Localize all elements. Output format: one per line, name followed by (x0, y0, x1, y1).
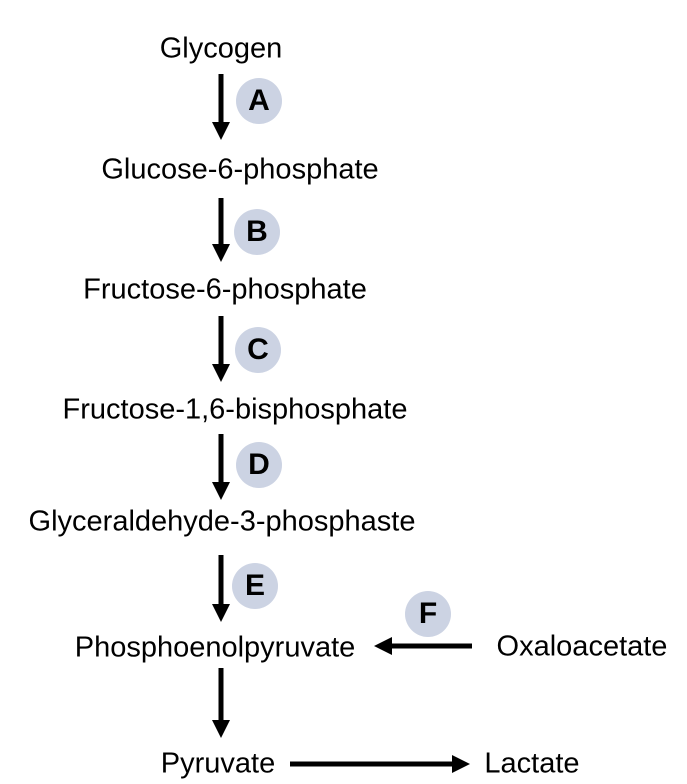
arrow-g3p-to-pep (212, 555, 230, 622)
arrow-pep-to-pyruvate (212, 668, 230, 738)
enzyme-badge-d: D (236, 442, 282, 488)
enzyme-badge-c: C (235, 327, 281, 373)
enzyme-badge-b: B (234, 209, 280, 255)
arrow-pyruvate-to-lactate (290, 755, 470, 773)
enzyme-badge-a: A (236, 78, 282, 124)
metabolite-pyruvate: Pyruvate (160, 747, 276, 780)
enzyme-badge-e: E (232, 563, 278, 609)
arrow-glycogen-to-g6p (212, 74, 230, 140)
arrow-g6p-to-f6p (212, 198, 230, 262)
metabolite-glucose-6-phosphate: Glucose-6-phosphate (101, 153, 379, 186)
enzyme-badge-f: F (405, 591, 451, 637)
arrow-f6p-to-f16bp (212, 316, 230, 382)
metabolite-oxaloacetate: Oxaloacetate (496, 630, 668, 663)
metabolite-glycogen: Glycogen (159, 32, 283, 65)
arrow-oxaloacetate-to-pep (374, 637, 472, 655)
metabolite-lactate: Lactate (484, 747, 580, 780)
metabolite-phosphoenolpyruvate: Phosphoenolpyruvate (74, 631, 356, 664)
metabolite-fructose-6-phosphate: Fructose-6-phosphate (83, 273, 367, 306)
arrow-f16bp-to-g3p (212, 434, 230, 500)
metabolite-fructose-1-6-bisphosphate: Fructose-1,6-bisphosphate (62, 393, 408, 426)
metabolite-glyceraldehyde-3-phosphate: Glyceraldehyde-3-phosphaste (28, 505, 416, 538)
